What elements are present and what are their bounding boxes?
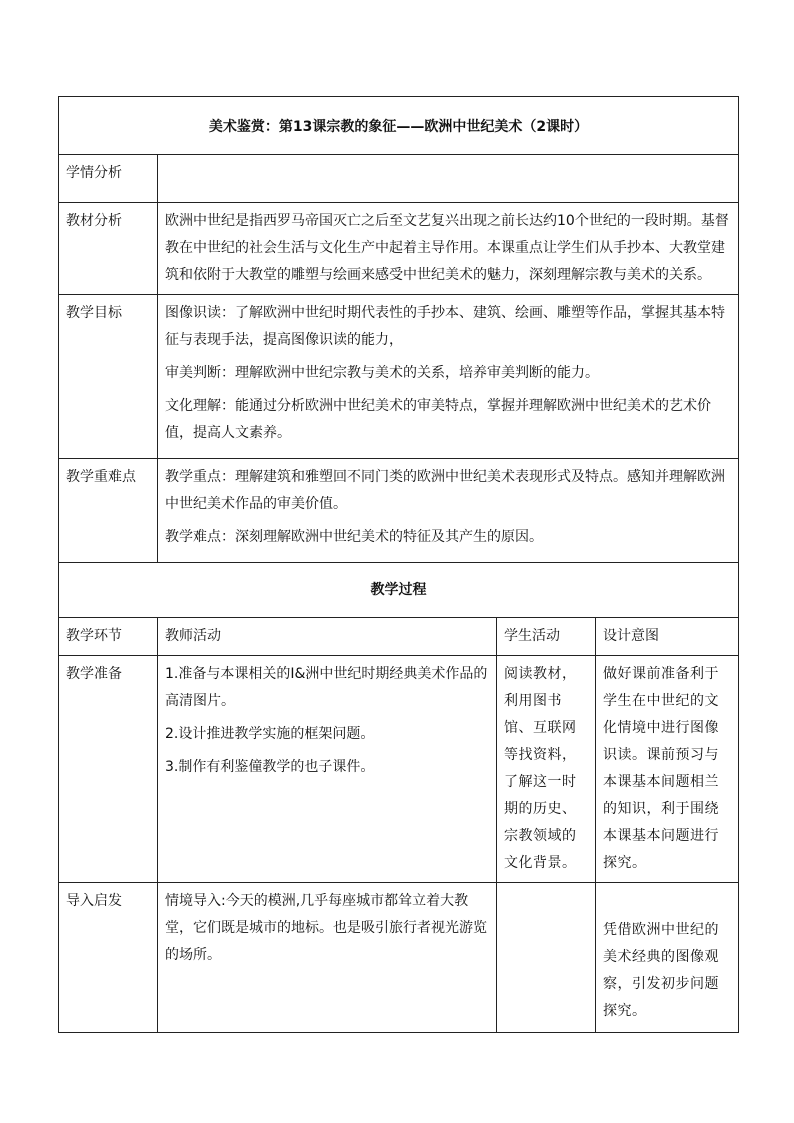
lesson-plan-table: [58, 96, 739, 1033]
key-point-paragraph: 教学重点：理解建筑和雅塑回不同门类的欧洲中世纪美术表现形式及特点。感知并理解欧洲中世纪美术作品的审美价值。: [165, 469, 725, 512]
label-zhongnandian: 教学重难点: [59, 459, 158, 563]
intent-zhunbei: 做好课前准备利于学生在中世纪的文化情境中进行图像识读。课前预习与本课基本间题相兰的知识，利于围绕本课基本问题进行探究。: [596, 656, 739, 883]
lesson-plan-page: [58, 96, 738, 1033]
header-teacher: 教师活动: [158, 618, 497, 656]
stage-zhunbei: 教学准备: [59, 656, 158, 883]
teacher-daoru: 情境导入:今天的模洲,几乎每座城市都耸立着大教堂，它们既是城市的地标。也是吸引旅行者视光游览的场所。: [158, 883, 497, 1033]
goal-paragraph: 图像识读：了解欧洲中世纪时期代表性的手抄本、建筑、绘画、雕塑等作品，掌握其基本特征与表现手法，提高图像识读的能力，: [165, 305, 725, 348]
label-mubiao: 教学目标: [59, 295, 158, 459]
student-zhunbei: 阅读教材，利用图书馆、互联网等找资料，了解这一时期的历史、宗教领域的文化背景。: [497, 656, 596, 883]
content-jiaocai: 欧洲中世纪是指西罗马帝国灭亡之后至文艺复兴出现之前长达约10个世纪的一段时期。基督教在中世纪的社会生活与文化生产中起着主导作用。本课重点让学生们从手抄本、大教堂建筑和依附于大教堂的雕塑与绘画来感受中世纪美术的魅力，深刻理解宗教与美术的关系。: [158, 203, 739, 295]
label-xueqing: 学情分析: [59, 155, 158, 203]
difficulty-paragraph: 教学难点：深刻理解欧洲中世纪美术的特征及其产生的原因。: [165, 529, 543, 545]
content-zhongnandian: [158, 459, 739, 563]
goal-paragraph: 文化理解：能通过分析欧洲中世纪美术的审美特点，掌握并理解欧洲中世纪美术的艺术价值，提高人文素养。: [165, 398, 711, 441]
header-stage: 教学环节: [59, 618, 158, 656]
goal-paragraph: 审美判断：理解欧洲中世纪宗教与美术的关系，培养审美判断的能力。: [165, 365, 599, 381]
lesson-title: 美术鉴赏：第13课宗教的象征——欧洲中世纪美术（2课时）: [59, 97, 739, 155]
teacher-step: 3.制作有利鉴僮教学的也子课件。: [165, 759, 375, 775]
stage-daoru: 导入启发: [59, 883, 158, 1033]
teacher-zhunbei: [158, 656, 497, 883]
header-intent: 设计意图: [596, 618, 739, 656]
student-daoru: [497, 883, 596, 1033]
content-mubiao: [158, 295, 739, 459]
label-jiaocai: 教材分析: [59, 203, 158, 295]
content-xueqing: [158, 155, 739, 203]
header-student: 学生活动: [497, 618, 596, 656]
teacher-step: 2.设计推进教学实施的框架问题。: [165, 726, 375, 742]
intent-daoru: 凭借欧洲中世纪的美术经典的图像观察，引发初步问题探究。: [596, 883, 739, 1033]
process-heading: 教学过程: [59, 563, 739, 618]
teacher-step: 1.准备与本课相关的I&洲中世纪时期经典美术作品的高清图片。: [165, 666, 488, 709]
